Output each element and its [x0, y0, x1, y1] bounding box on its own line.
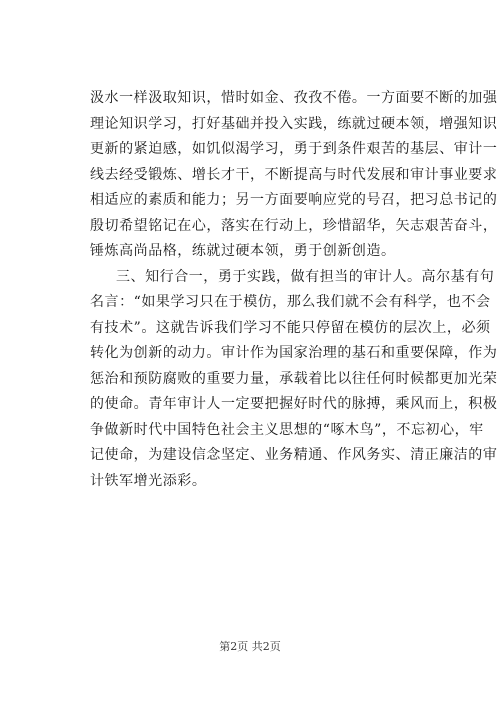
- paragraph-1-line-5: 相适应的素质和能力；另一方面要响应党的号召，把习总书记的: [90, 192, 498, 208]
- paragraph-2-line-5: 惩治和预防腐败的重要力量，承载着比以往任何时候都更加光荣: [90, 370, 498, 387]
- paragraph-2-line-3: 有技术”。这就告诉我们学习不能只停留在模仿的层次上，必须: [90, 319, 491, 336]
- paragraph-2-line-8: 记使命，为建设信念坚定、业务精通、作风务实、清正廉洁的审: [90, 447, 498, 463]
- paragraph-2-line-4: 转化为创新的动力。审计作为国家治理的基石和重要保障，作为: [90, 345, 498, 361]
- paragraph-2-line-7: 争做新时代中国特色社会主义思想的“啄木鸟”，不忘初心，牢: [90, 421, 484, 438]
- paragraph-2-line-1: 三、知行合一，勇于实践，做有担当的审计人。高尔基有句: [116, 268, 495, 285]
- paragraph-1-line-7: 锤炼高尚品格，练就过硬本领，勇于创新创造。: [90, 243, 396, 259]
- page-number-label: 第2页 共2页: [219, 640, 281, 653]
- body-text: [90, 86, 498, 494]
- paragraph-1-line-6: 殷切希望铭记在心，落实在行动上，珍惜韶华，矢志艰苦奋斗，: [90, 217, 498, 234]
- paragraph-1-line-2: 理论知识学习，打好基础并投入实践，练就过硬本领，增强知识: [90, 115, 498, 132]
- paragraph-2-line-2: 名言：“如果学习只在于模仿，那么我们就不会有科学，也不会: [90, 294, 491, 310]
- page-footer: [0, 638, 500, 654]
- paragraph-1-line-3: 更新的紧迫感，如饥似渴学习，勇于到条件艰苦的基层、审计一: [90, 141, 498, 157]
- paragraph-2-line-9: 计铁军增光添彩。: [90, 472, 207, 489]
- paragraph-1-line-1: 汲水一样汲取知识，惜时如金、孜孜不倦。一方面要不断的加强: [90, 90, 498, 106]
- paragraph-2-line-6: 的使命。青年审计人一定要把握好时代的脉搏，乘风而上，积极: [90, 396, 498, 412]
- paragraph-1-line-4: 线去经受锻炼、增长才干，不断提高与时代发展和审计事业要求: [90, 166, 498, 183]
